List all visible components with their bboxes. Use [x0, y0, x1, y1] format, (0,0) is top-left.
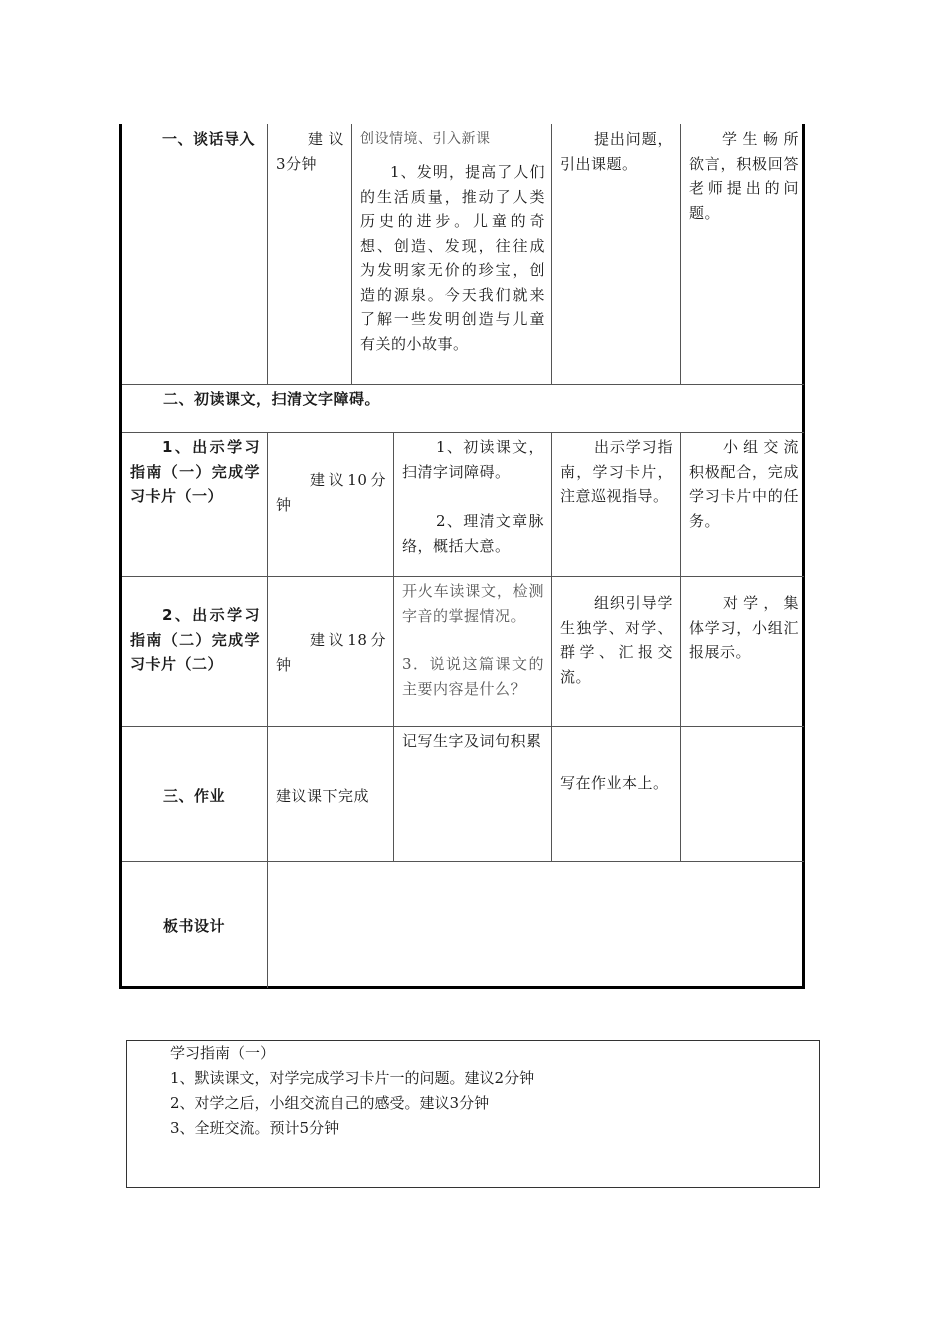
- row-divider: [122, 861, 804, 862]
- col-divider: [393, 432, 394, 861]
- col-divider: [680, 124, 681, 384]
- content-homework: 记写生字及词句积累: [402, 732, 542, 750]
- section-2-heading: 二、初读课文，扫清文字障碍。: [163, 390, 381, 408]
- student-intro: 学生畅所欲言，积极回答老师提出的问题。: [689, 130, 799, 222]
- stage-intro: 一、谈话导入: [162, 130, 256, 148]
- teacher-homework: 写在作业本上。: [560, 774, 669, 792]
- content-title-intro: 创设情境、引入新课: [360, 131, 491, 147]
- row-divider: [122, 726, 804, 727]
- stage-guide-1: 1、出示学习指南（一）完成学习卡片（一）: [130, 438, 260, 505]
- col-divider: [680, 432, 681, 861]
- row-divider: [122, 576, 804, 577]
- content-guide-2a: 开火车读课文，检测字音的掌握情况。: [402, 582, 544, 625]
- content-guide-1b: 2、理清文章脉络，概括大意。: [402, 512, 544, 555]
- time-homework: 建议课下完成: [276, 787, 370, 805]
- study-guide-item: 3、全班交流。预计5分钟: [170, 1119, 340, 1137]
- teacher-intro: 提出问题，引出课题。: [560, 130, 673, 173]
- content-intro: 1、发明，提高了人们的生活质量，推动了人类历史的进步。儿童的奇想、创造、发现，往往成为发明家无价的珍宝，创造的源泉。今天我们就来了解一些发明创造与儿童有关的小故事。: [360, 163, 545, 353]
- col-divider: [267, 124, 268, 384]
- time-intro: 建议3分钟: [276, 130, 344, 173]
- content-guide-2b: 3．说说这篇课文的主要内容是什么？: [402, 655, 544, 698]
- col-divider: [551, 432, 552, 861]
- teacher-guide-1: 出示学习指南，学习卡片，注意巡视指导。: [560, 438, 673, 505]
- time-guide-1: 建议10分钟: [276, 471, 386, 514]
- stage-guide-2: 2、出示学习指南（二）完成学习卡片（二）: [130, 606, 260, 673]
- study-guide-item: 1、默读课文，对学完成学习卡片一的问题。建议2分钟: [170, 1069, 535, 1087]
- col-divider: [267, 432, 268, 861]
- student-guide-1: 小组交流积极配合，完成学习卡片中的任务。: [689, 438, 799, 530]
- content-guide-1a: 1、初读课文，扫清字词障碍。: [402, 438, 544, 481]
- col-divider: [351, 124, 352, 384]
- student-guide-2: 对学，集体学习，小组汇报展示。: [689, 594, 799, 661]
- teacher-guide-2: 组织引导学生独学、对学、群学、汇报交流。: [560, 594, 673, 686]
- study-guide-item: 2、对学之后，小组交流自己的感受。建议3分钟: [170, 1094, 490, 1112]
- col-divider: [551, 124, 552, 384]
- row-divider: [122, 384, 804, 385]
- stage-board-design: 板书设计: [163, 917, 226, 935]
- study-guide-title: 学习指南（一）: [170, 1044, 276, 1062]
- stage-homework: 三、作业: [163, 787, 226, 805]
- time-guide-2: 建议18分钟: [276, 631, 386, 674]
- row-divider: [122, 432, 804, 433]
- col-divider: [267, 861, 268, 988]
